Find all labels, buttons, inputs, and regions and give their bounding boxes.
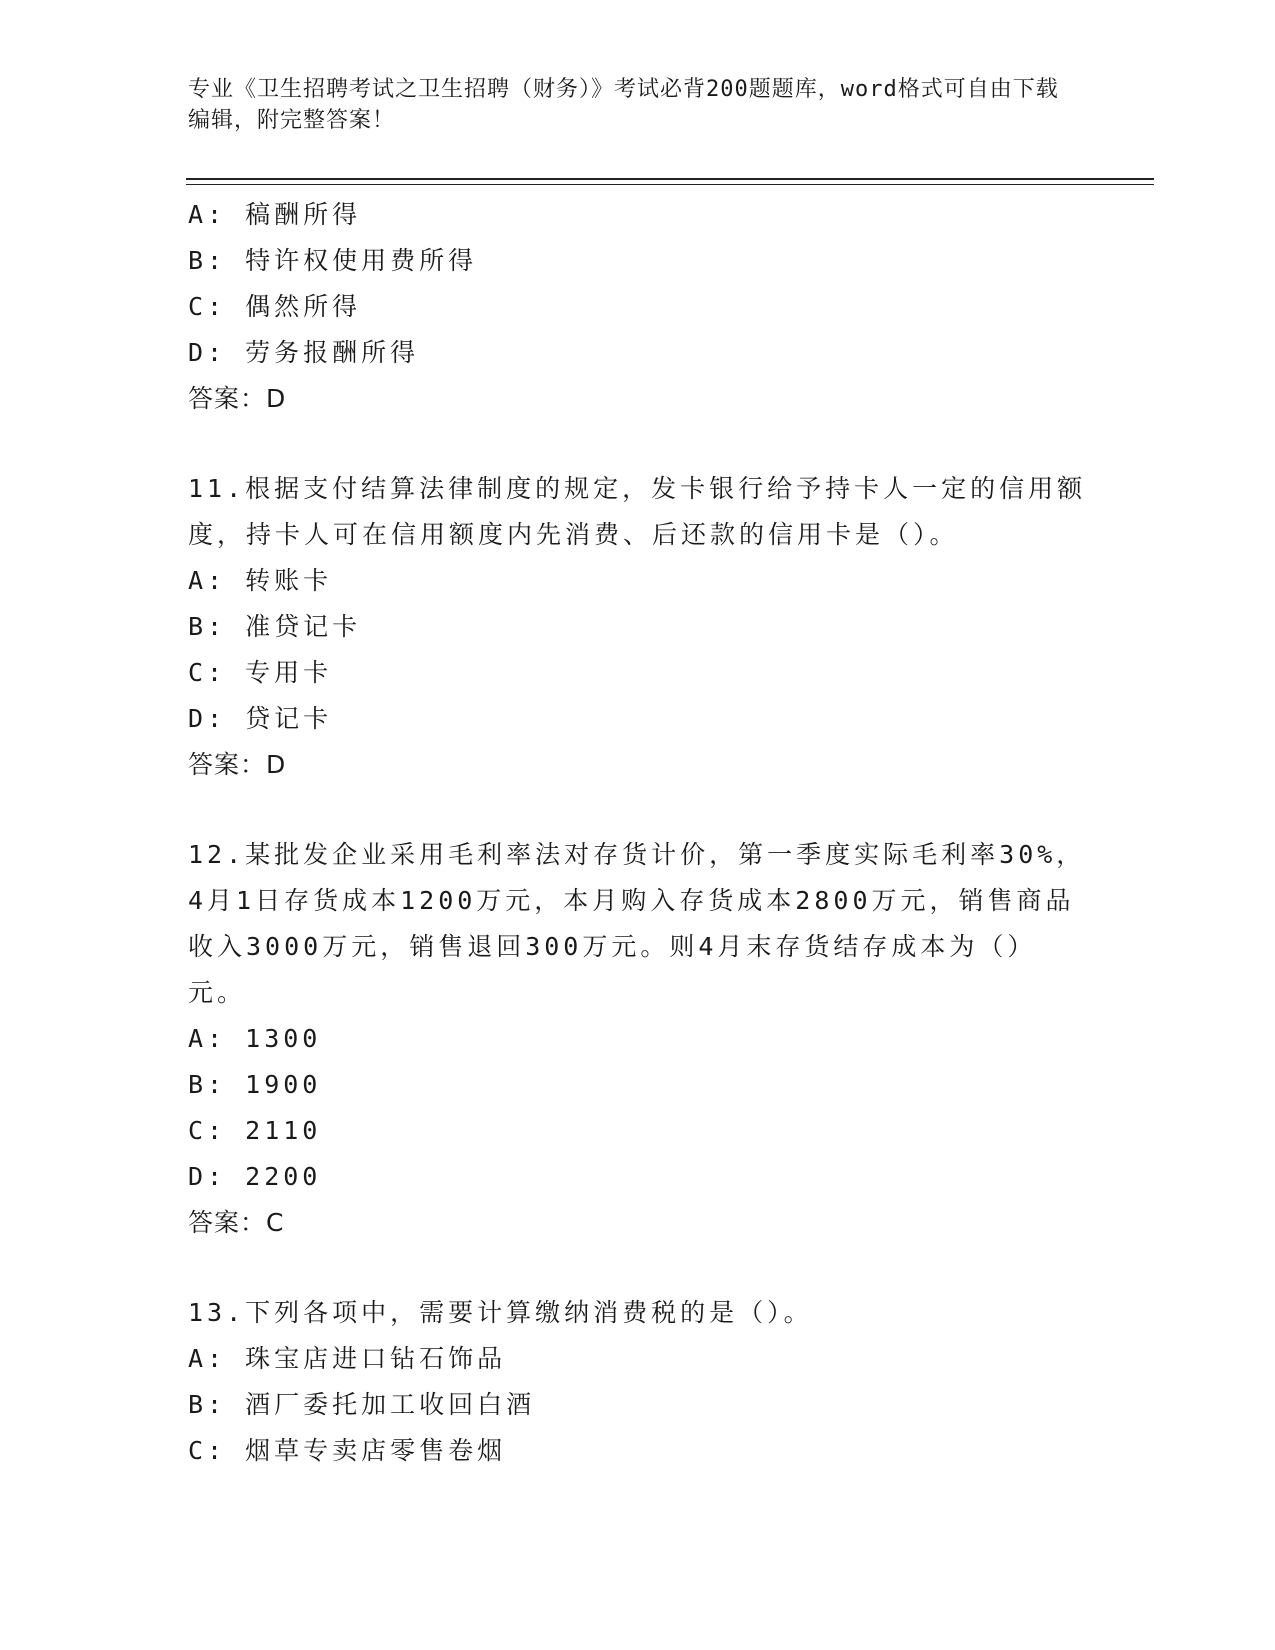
- question-stem: 12.某批发企业采用毛利率法对存货计价，第一季度实际毛利率30%，4月1日存货成本1200万元，本月购入存货成本2800万元，销售商品收入3000万元，销售退回300万元。则4月末存货结存成本为（）元。: [188, 840, 1086, 1007]
- option-a: A: 珠宝店进口钻石饰品: [188, 1344, 507, 1373]
- question-block-13: [188, 1290, 1088, 1474]
- option-b: B: 1900: [188, 1070, 322, 1099]
- answer: 答案：D: [188, 384, 287, 413]
- option-d: D: 贷记卡: [188, 704, 333, 733]
- option-a: A: 转账卡: [188, 566, 333, 595]
- header-rule-thick: [186, 178, 1154, 180]
- question-stem: 11.根据支付结算法律制度的规定，发卡银行给予持卡人一定的信用额度，持卡人可在信用额度内先消费、后还款的信用卡是（）。: [188, 474, 1087, 549]
- question-list: [188, 192, 1088, 1474]
- answer: 答案：D: [188, 750, 287, 779]
- option-d: D: 劳务报酬所得: [188, 338, 420, 367]
- option-b: B: 特许权使用费所得: [188, 246, 478, 275]
- question-block-10: [188, 192, 1088, 422]
- option-c: C: 烟草专卖店零售卷烟: [188, 1436, 507, 1465]
- question-stem: 13.下列各项中，需要计算缴纳消费税的是（）。: [188, 1298, 813, 1327]
- document-header: 专业《卫生招聘考试之卫生招聘（财务）》考试必背200题题库，word格式可自由下载编辑，附完整答案！: [188, 77, 1059, 133]
- header-rule-thin: [186, 184, 1154, 185]
- answer: 答案：C: [188, 1208, 285, 1237]
- option-c: C: 偶然所得: [188, 292, 362, 321]
- option-b: B: 准贷记卡: [188, 612, 362, 641]
- question-block-11: [188, 466, 1088, 788]
- option-c: C: 2110: [188, 1116, 322, 1145]
- option-d: D: 2200: [188, 1162, 322, 1191]
- option-a: A: 稿酬所得: [188, 200, 362, 229]
- option-b: B: 酒厂委托加工收回白酒: [188, 1390, 536, 1419]
- option-a: A: 1300: [188, 1024, 322, 1053]
- question-block-12: [188, 832, 1088, 1246]
- option-c: C: 专用卡: [188, 658, 333, 687]
